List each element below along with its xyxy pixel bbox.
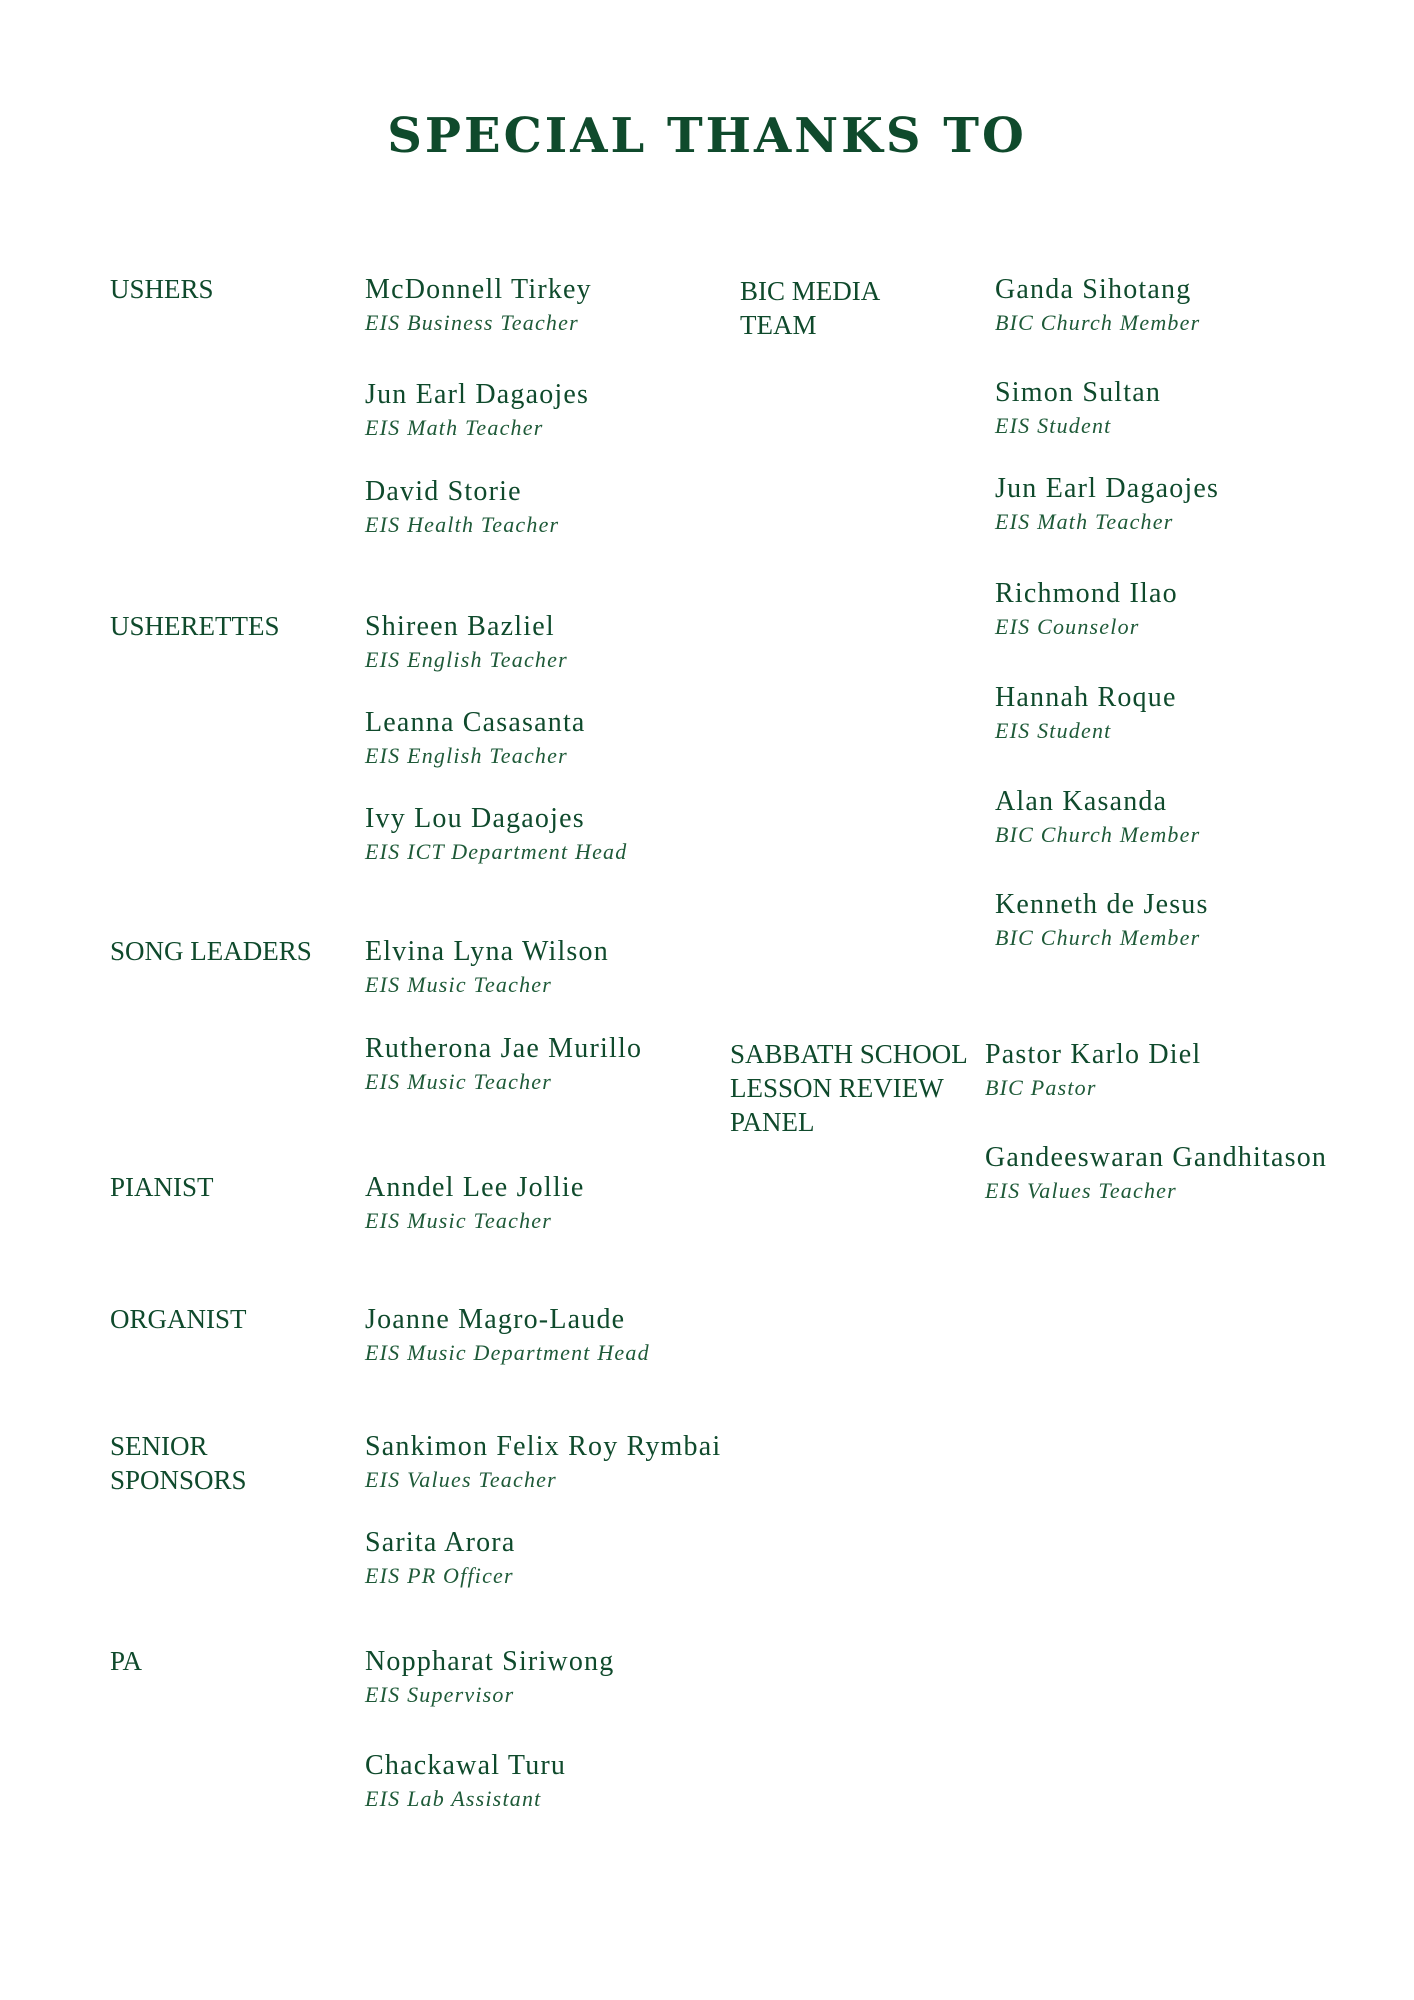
person-name: Rutherona Jae Murillo [365, 1033, 643, 1064]
person-name: Elvina Lyna Wilson [365, 936, 609, 967]
person-name: Pastor Karlo Diel [985, 1039, 1202, 1070]
person-name: Anndel Lee Jollie [365, 1172, 585, 1203]
category-pianist: PIANIST [110, 1172, 214, 1202]
person-name: David Storie [365, 476, 522, 507]
person-entry [365, 272, 592, 338]
person-name: Simon Sultan [995, 377, 1162, 408]
category-ushers: USHERS [110, 274, 214, 304]
person-role: BIC Church Member [995, 310, 1201, 335]
person-name: Alan Kasanda [995, 786, 1168, 817]
person-role: EIS ICT Department Head [365, 839, 628, 864]
person-role: EIS Values Teacher [365, 1467, 557, 1492]
person-name: Kenneth de Jesus [995, 889, 1209, 920]
person-entry [365, 1525, 515, 1591]
person-entry [995, 272, 1200, 338]
person-entry [365, 934, 609, 1000]
person-role: EIS Supervisor [365, 1682, 515, 1707]
person-role: EIS Math Teacher [365, 415, 544, 440]
person-role: EIS English Teacher [365, 647, 568, 672]
category-pa: PA [110, 1646, 143, 1676]
person-entry [985, 1037, 1201, 1103]
person-role: EIS Values Teacher [985, 1178, 1177, 1203]
person-role: EIS Counselor [995, 614, 1140, 639]
person-name: Ganda Sihotang [995, 274, 1192, 305]
category-sabbath-school-lesson-review-panel: SABBATH SCHOOL LESSON REVIEW PANEL [730, 1039, 967, 1137]
category-organist: ORGANIST [110, 1304, 247, 1334]
person-name: Sankimon Felix Roy Rymbai [365, 1431, 722, 1462]
person-role: EIS English Teacher [365, 743, 568, 768]
person-name: Jun Earl Dagaojes [995, 473, 1220, 504]
person-role: EIS Music Teacher [365, 1069, 553, 1094]
person-entry [365, 609, 568, 675]
page-title: SPECIAL THANKS TO [387, 108, 1027, 164]
category-senior-sponsors: SENIOR SPONSORS [110, 1431, 247, 1495]
person-entry [995, 471, 1219, 537]
person-role: EIS Student [995, 718, 1112, 743]
person-name: Shireen Bazliel [365, 611, 555, 642]
person-entry [365, 801, 627, 867]
person-role: EIS Health Teacher [365, 512, 560, 537]
person-name: Noppharat Siriwong [365, 1646, 615, 1677]
person-name: McDonnell Tirkey [365, 274, 592, 305]
person-entry [365, 1429, 721, 1495]
person-role: EIS Lab Assistant [365, 1786, 542, 1811]
category-usherettes: USHERETTES [110, 611, 280, 641]
person-name: Joanne Magro-Laude [365, 1304, 626, 1335]
person-entry [365, 377, 589, 443]
person-role: EIS Music Teacher [365, 1208, 553, 1233]
person-entry [995, 375, 1161, 441]
person-entry [995, 887, 1209, 953]
person-role: EIS Music Department Head [365, 1340, 650, 1365]
category-song-leaders: SONG LEADERS [110, 936, 312, 966]
person-name: Chackawal Turu [365, 1750, 567, 1781]
person-name: Ivy Lou Dagaojes [365, 803, 585, 834]
person-name: Gandeeswaran Gandhitason [985, 1142, 1328, 1173]
person-role: EIS Math Teacher [995, 509, 1174, 534]
person-role: EIS Music Teacher [365, 972, 553, 997]
person-entry [365, 474, 559, 540]
person-entry [365, 1031, 642, 1097]
person-entry [365, 1748, 566, 1814]
person-entry [995, 576, 1178, 642]
person-role: EIS PR Officer [365, 1563, 514, 1588]
person-name: Leanna Casasanta [365, 707, 586, 738]
person-role: BIC Pastor [985, 1075, 1097, 1100]
person-entry [985, 1140, 1327, 1206]
person-name: Jun Earl Dagaojes [365, 379, 590, 410]
person-entry [995, 680, 1177, 746]
person-name: Richmond Ilao [995, 578, 1178, 609]
person-name: Hannah Roque [995, 682, 1177, 713]
person-entry [995, 784, 1200, 850]
person-role: EIS Student [995, 413, 1112, 438]
person-entry [365, 1302, 650, 1368]
person-role: BIC Church Member [995, 925, 1201, 950]
person-role: EIS Business Teacher [365, 310, 579, 335]
person-entry [365, 705, 586, 771]
person-role: BIC Church Member [995, 822, 1201, 847]
person-name: Sarita Arora [365, 1527, 516, 1558]
person-entry [365, 1644, 614, 1710]
person-entry [365, 1170, 584, 1236]
category-bic-media-team: BIC MEDIA TEAM [740, 276, 879, 340]
